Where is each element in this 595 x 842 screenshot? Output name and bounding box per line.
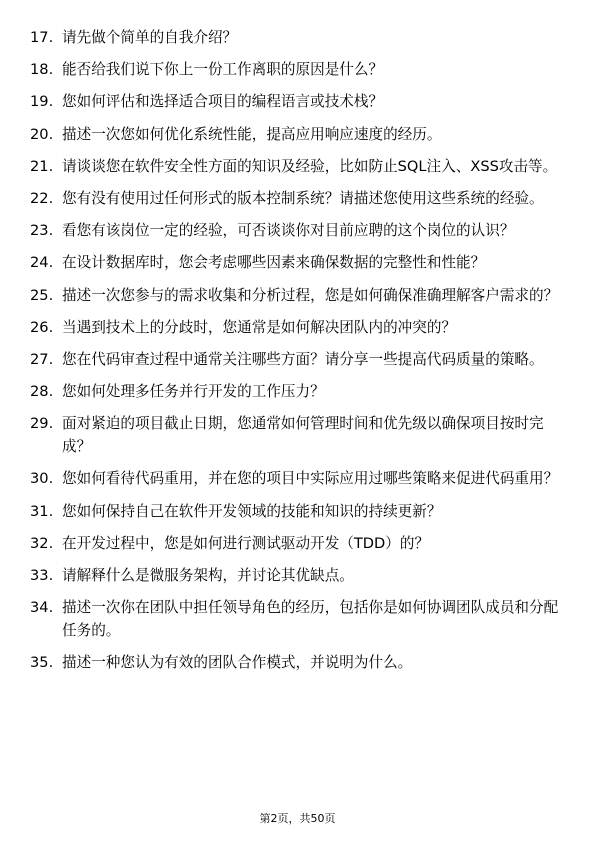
- question-text: 请先做个简单的自我介绍？: [62, 29, 238, 46]
- question-item: [30, 500, 565, 523]
- question-text: 您在代码审查过程中通常关注哪些方面？请分享一些提高代码质量的策略。: [62, 350, 544, 368]
- question-text: 在设计数据库时，您会考虑哪些因素来确保数据的完整性和性能？: [62, 254, 486, 272]
- question-item: [30, 187, 565, 210]
- question-text: 描述一次你在团队中担任领导角色的经历，包括你是如何协调团队成员和分配任务的。: [62, 599, 559, 640]
- question-number: 19.: [30, 93, 54, 111]
- question-number: 31.: [30, 502, 54, 520]
- question-number: 24.: [30, 254, 54, 272]
- question-number: 23.: [30, 222, 54, 240]
- page-number-label: 第2页，共50页: [259, 812, 336, 825]
- question-item: [30, 26, 565, 49]
- question-number: 28.: [30, 383, 54, 401]
- question-text: 描述一次您如何优化系统性能，提高应用响应速度的经历。: [62, 125, 442, 143]
- question-list: [30, 26, 565, 684]
- question-item: [30, 58, 565, 81]
- question-number: 34.: [30, 599, 54, 617]
- question-text: 能否给我们说下你上一份工作离职的原因是什么？: [62, 61, 384, 79]
- question-text: 请谈谈您在软件安全性方面的知识及经验，比如防止SQL注入、XSS攻击等。: [62, 157, 558, 175]
- question-number: 32.: [30, 534, 54, 552]
- question-item: [30, 284, 565, 307]
- question-number: 27.: [30, 350, 54, 368]
- question-item: [30, 651, 565, 674]
- page-footer: [0, 812, 595, 826]
- question-number: 35.: [30, 654, 54, 672]
- question-text: 在开发过程中，您是如何进行测试驱动开发（TDD）的？: [62, 534, 430, 552]
- question-text: 面对紧迫的项目截止日期，您通常如何管理时间和优先级以确保项目按时完成？: [62, 415, 544, 456]
- question-item: [30, 412, 565, 458]
- question-item: [30, 251, 565, 274]
- question-item: [30, 564, 565, 587]
- question-number: 30.: [30, 470, 54, 488]
- question-item: [30, 596, 565, 642]
- question-text: 您如何看待代码重用，并在您的项目中实际应用过哪些策略来促进代码重用？: [62, 470, 559, 488]
- question-number: 22.: [30, 189, 54, 207]
- question-item: [30, 155, 565, 178]
- question-number: 33.: [30, 567, 54, 584]
- question-text: 您有没有使用过任何形式的版本控制系统？请描述您使用这些系统的经验。: [62, 189, 544, 207]
- question-number: 29.: [30, 415, 54, 433]
- question-text: 描述一种您认为有效的团队合作模式，并说明为什么。: [62, 654, 413, 672]
- question-text: 请解释什么是微服务架构，并讨论其优缺点。: [62, 567, 354, 584]
- question-number: 21.: [30, 157, 54, 175]
- question-number: 26.: [30, 318, 54, 336]
- question-text: 您如何保持自己在软件开发领域的技能和知识的持续更新？: [62, 502, 442, 520]
- question-item: [30, 219, 565, 242]
- question-item: [30, 348, 565, 371]
- question-text: 您如何评估和选择适合项目的编程语言或技术栈？: [62, 93, 384, 111]
- question-item: [30, 380, 565, 403]
- question-text: 看您有该岗位一定的经验，可否谈谈你对目前应聘的这个岗位的认识？: [62, 222, 515, 240]
- question-text: 描述一次您参与的需求收集和分析过程，您是如何确保准确理解客户需求的？: [62, 286, 559, 304]
- question-number: 25.: [30, 286, 54, 304]
- question-item: [30, 467, 565, 490]
- question-item: [30, 316, 565, 339]
- question-number: 20.: [30, 125, 54, 143]
- question-text: 当遇到技术上的分歧时，您通常是如何解决团队内的冲突的？: [62, 318, 457, 336]
- question-item: [30, 123, 565, 146]
- question-number: 17.: [30, 29, 54, 46]
- question-text: 您如何处理多任务并行开发的工作压力？: [62, 383, 325, 401]
- question-item: [30, 90, 565, 113]
- question-number: 18.: [30, 61, 54, 79]
- question-item: [30, 532, 565, 555]
